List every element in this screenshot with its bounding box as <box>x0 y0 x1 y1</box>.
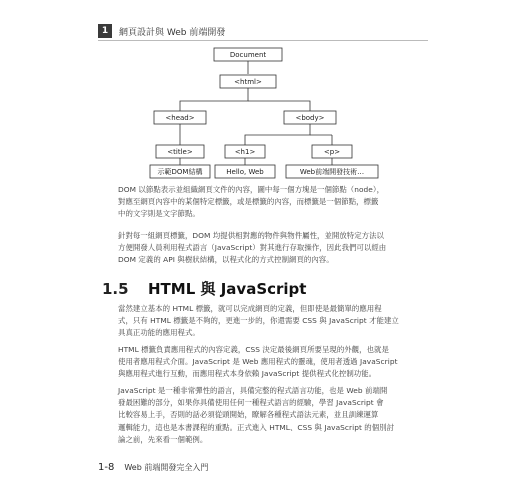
svg-text:Hello, Web: Hello, Web <box>226 168 264 176</box>
running-title: 網頁設計與 Web 前端開發 <box>119 27 226 38</box>
book-title: Web 前端開發完全入門 <box>124 463 209 472</box>
paragraph-dom-api: 針對每一組網頁標籤，DOM 均提供相對應的物件與物件屬性，並開放特定方法以 方便開發人員利用程式語言（JavaScript）對其進行存取操作，因此我們可以經由 DOM 定義的 API 與樹狀結構，以程式化的方式控制網頁的內容。 <box>118 231 387 265</box>
node-head <box>154 111 206 124</box>
node-body <box>284 111 336 124</box>
node-h1 <box>225 145 265 158</box>
section-title: HTML 與 JavaScript <box>148 280 307 298</box>
paragraph-javascript: JavaScript 是一種非常彈性的語言，具備完整的程式語言功能，也是 Web 前端開 發最困難的部分，如果你具備使用任何一種程式語言的經驗，學習 JavaScript 會 比較容易上手，否則的話必須從頭開始，瞭解各種程式語法元素，並且訓練運算 邏輯能力，這也是本書課程的重點。正式進入 HTML、CSS 與 JavaScript 的個別討 論之前，先來看一個範例。 <box>118 386 395 444</box>
paragraph-dom-nodes: DOM 以節點表示並組織網頁文件的內容，圖中每一個方塊是一個節點（node）， 對應至網頁內容中的某個特定標籤，或是標籤的內容，而標籤是一個節點，標籤 中的文字則是文字節點。 <box>118 185 385 219</box>
node-title-text <box>150 165 210 178</box>
svg-text:Document: Document <box>229 51 267 59</box>
edge-body-children <box>245 124 310 145</box>
dom-tree-diagram <box>98 45 428 179</box>
node-html <box>220 75 276 88</box>
svg-text:<body>: <body> <box>295 114 325 122</box>
section-heading <box>102 278 306 299</box>
svg-text:<head>: <head> <box>165 114 195 122</box>
node-h1-text <box>215 165 275 178</box>
svg-text:<html>: <html> <box>234 78 262 86</box>
svg-text:<h1>: <h1> <box>234 148 256 156</box>
svg-text:<p>: <p> <box>323 148 341 156</box>
edge-html-head-body <box>180 88 248 111</box>
header-rule <box>98 40 428 41</box>
running-header <box>98 24 225 38</box>
paragraph-roles: HTML 標籤負責應用程式的內容定義，CSS 決定最後網頁所要呈現的外觀，也就是 使用者應用程式介面。JavaScript 是 Web 應用程式的靈魂，使用者透過 JavaScript 與應用程式進行互動，而應用程式本身依賴 JavaScript 提供程式化控制功能。 <box>118 345 398 379</box>
node-document <box>214 48 282 61</box>
svg-text:Web前端開發技術…: Web前端開發技術… <box>299 168 365 176</box>
svg-text:示範DOM結構: 示範DOM結構 <box>157 168 203 176</box>
page-footer <box>98 462 208 473</box>
edge-html-body <box>248 101 310 111</box>
svg-text:<title>: <title> <box>167 148 193 156</box>
node-p-text <box>286 165 378 178</box>
chapter-number-badge: 1 <box>98 24 112 38</box>
section-number: 1.5 <box>102 280 129 298</box>
paragraph-html-css-js: 當然建立基本的 HTML 標籤，就可以完成網頁的定義，但即使是最簡單的應用程 式，只有 HTML 標籤是不夠的，更進一步的，你還需要 CSS 與 JavaScript 才能建立 具真正功能的應用程式。 <box>118 304 399 338</box>
node-title <box>156 145 204 158</box>
page-number: 1-8 <box>98 462 115 473</box>
node-p <box>312 145 352 158</box>
